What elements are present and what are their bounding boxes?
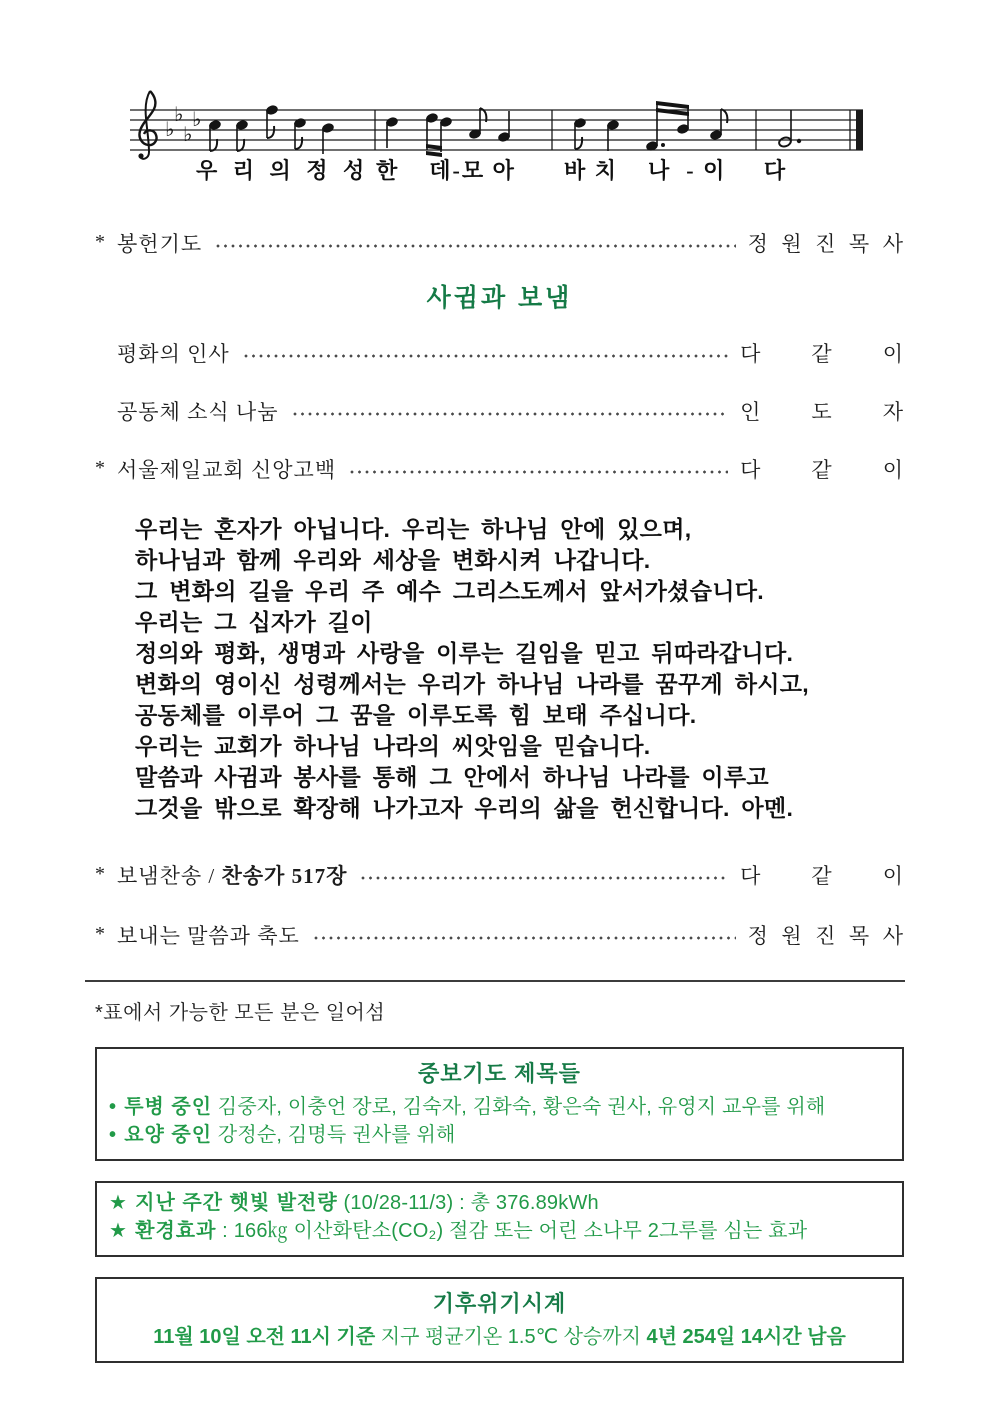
solar-value: : 166㎏ 이산화탄소(CO₂) 절감 또는 어린 소나무 2그루를 심는 효과 bbox=[216, 1220, 808, 1242]
liturgy-item-leader-name: 다 같 이 bbox=[740, 864, 904, 888]
climate-box bbox=[95, 1277, 904, 1363]
liturgy-item-title: 봉헌기도 bbox=[117, 232, 203, 256]
dotted-leader bbox=[216, 244, 735, 248]
measure-4-notes bbox=[778, 110, 801, 148]
dotted-leader bbox=[361, 876, 728, 880]
creed-line: 그것을 밖으로 확장해 나가고자 우리의 삶을 헌신합니다. 아멘. bbox=[135, 795, 794, 821]
lyrics-measure-2: 한 데-모 아 bbox=[376, 158, 516, 183]
intercession-names: 강정순, 김명득 권사를 위해 bbox=[212, 1124, 456, 1146]
liturgy-row-sending-hymn bbox=[95, 860, 904, 890]
liturgy-item-leader-name: 인 도 자 bbox=[740, 400, 904, 424]
svg-text:♭: ♭ bbox=[165, 119, 175, 141]
svg-text:♭: ♭ bbox=[174, 104, 184, 126]
liturgy-item-title bbox=[117, 860, 347, 890]
svg-text:♭: ♭ bbox=[192, 109, 202, 131]
creed-line: 공동체를 이루어 그 꿈을 이루도록 힘 보태 주십니다. bbox=[135, 702, 697, 728]
dotted-leader bbox=[244, 354, 728, 358]
solar-item-generation bbox=[109, 1189, 890, 1217]
intercession-item-care bbox=[109, 1121, 890, 1149]
bullet-icon: • bbox=[109, 1096, 117, 1118]
intercession-names: 김중자, 이충언 장로, 김숙자, 김화숙, 황은숙 권사, 유영지 교우를 위해 bbox=[212, 1096, 826, 1118]
intercession-item-sick bbox=[109, 1093, 890, 1121]
standing-asterisk: * bbox=[95, 862, 106, 885]
liturgy-item-leader-name: 정 원 진 목 사 bbox=[747, 232, 904, 256]
measure-3-notes bbox=[574, 101, 728, 151]
liturgy-row-peace-greeting bbox=[95, 338, 904, 368]
hymn-number: 찬송가 517장 bbox=[221, 864, 348, 888]
liturgy-row-offering-prayer bbox=[95, 228, 904, 258]
staff-lines bbox=[130, 110, 863, 150]
climate-remaining-time: 4년 254일 14시간 남음 bbox=[646, 1326, 846, 1348]
creed-line: 우리는 교회가 하나님 나라의 씨앗임을 믿습니다. bbox=[135, 733, 651, 759]
clef-dot bbox=[138, 153, 143, 158]
dotted-leader bbox=[293, 412, 729, 416]
climate-datetime: 11월 10일 오전 11시 기준 bbox=[153, 1326, 376, 1348]
intercession-box-title: 중보기도 제목들 bbox=[418, 1061, 581, 1086]
final-barline bbox=[856, 110, 863, 150]
solar-item-effect bbox=[109, 1217, 890, 1245]
dotted-leader bbox=[350, 470, 728, 474]
lyrics-measure-1: 우 리 의 정 성 bbox=[196, 158, 370, 183]
svg-text:♭: ♭ bbox=[183, 124, 193, 146]
standing-asterisk: * bbox=[95, 456, 106, 479]
star-icon: ★ bbox=[109, 1192, 128, 1214]
music-score bbox=[130, 88, 867, 192]
liturgy-item-title: 평화의 인사 bbox=[117, 342, 230, 366]
liturgy-row-confession-of-faith bbox=[95, 454, 904, 484]
climate-threshold: 지구 평균기온 1.5℃ 상승까지 bbox=[375, 1326, 647, 1348]
solar-value: (10/28-11/3) : 총 376.89kWh bbox=[337, 1192, 599, 1214]
standing-asterisk: * bbox=[95, 922, 106, 945]
intercession-category: 투병 중인 bbox=[124, 1096, 213, 1118]
bullet-icon: • bbox=[109, 1124, 117, 1146]
liturgy-row-benediction bbox=[95, 920, 904, 950]
creed-text bbox=[135, 514, 904, 824]
solar-label: 지난 주간 햇빛 발전량 bbox=[135, 1192, 338, 1214]
divider-line bbox=[85, 980, 905, 982]
liturgy-item-title: 공동체 소식 나눔 bbox=[117, 400, 279, 424]
standing-note bbox=[95, 996, 904, 1025]
lyrics-measure-3: 바 치 나 - 이 다 bbox=[564, 158, 788, 183]
creed-line: 우리는 혼자가 아닙니다. 우리는 하나님 안에 있으며, bbox=[135, 516, 692, 542]
creed-line: 정의와 평화, 생명과 사랑을 이루는 길임을 믿고 뒤따라갑니다. bbox=[135, 640, 794, 666]
measure-1-notes bbox=[209, 105, 335, 154]
liturgy-item-title: 서울제일교회 신앙고백 bbox=[117, 458, 337, 482]
hymn-label: 보냄찬송 / bbox=[117, 864, 222, 888]
standing-asterisk: * bbox=[95, 1002, 104, 1024]
dotted-leader bbox=[314, 936, 736, 940]
intercession-category: 요양 중인 bbox=[124, 1124, 213, 1146]
climate-clock-line bbox=[109, 1323, 890, 1351]
standing-note-text: 표에서 가능한 모든 분은 일어섬 bbox=[103, 1002, 386, 1024]
intercession-box bbox=[95, 1047, 904, 1161]
standing-asterisk: * bbox=[95, 230, 106, 253]
solar-box bbox=[95, 1181, 904, 1257]
climate-box-title: 기후위기시계 bbox=[432, 1291, 567, 1316]
liturgy-row-community-news bbox=[95, 396, 904, 426]
star-icon: ★ bbox=[109, 1220, 128, 1242]
treble-clef-icon bbox=[139, 91, 156, 159]
liturgy-item-leader-name: 다 같 이 bbox=[740, 458, 904, 482]
liturgy-item-leader-name: 정 원 진 목 사 bbox=[747, 924, 904, 948]
solar-label: 환경효과 bbox=[135, 1220, 217, 1242]
creed-line: 하나님과 함께 우리와 세상을 변화시켜 나갑니다. bbox=[135, 547, 651, 573]
section-header-fellowship-sending: 사귐과 보냄 bbox=[426, 284, 573, 312]
creed-line: 말씀과 사귐과 봉사를 통해 그 안에서 하나님 나라를 이루고 bbox=[135, 764, 769, 790]
creed-line: 변화의 영이신 성령께서는 우리가 하나님 나라를 꿈꾸게 하시고, bbox=[135, 671, 809, 697]
creed-line: 우리는 그 십자가 길이 bbox=[135, 609, 373, 635]
liturgy-item-title: 보내는 말씀과 축도 bbox=[117, 924, 300, 948]
liturgy-item-leader-name: 다 같 이 bbox=[740, 342, 904, 366]
creed-line: 그 변화의 길을 우리 주 예수 그리스도께서 앞서가셨습니다. bbox=[135, 578, 764, 604]
